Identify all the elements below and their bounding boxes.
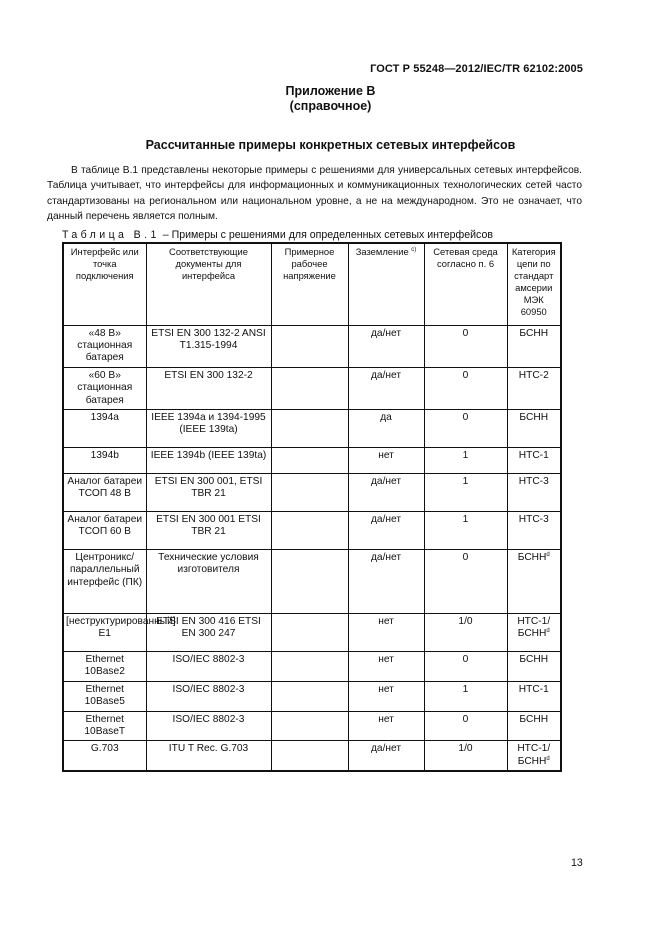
cell-environment-text: 1: [462, 683, 469, 695]
cell-interface: [63, 651, 146, 681]
cell-category-text: БСНН: [517, 551, 547, 563]
cell-documents: [146, 711, 271, 741]
category-note: d: [546, 551, 550, 558]
cell-voltage: [271, 473, 348, 511]
body-paragraph: [47, 163, 582, 224]
category-note: d: [546, 755, 550, 762]
cell-environment: [424, 651, 507, 681]
cell-environment: [424, 681, 507, 711]
cell-interface-text: G.703: [90, 743, 119, 755]
table-caption-text: Примеры с решениями для определенных сетевых интерфейсов: [171, 229, 493, 241]
cell-documents: [146, 511, 271, 549]
cell-grounding: [348, 613, 424, 651]
cell-documents-text: ETSI EN 300 416 ETSI EN 300 247: [156, 615, 261, 640]
cell-environment-text: 1: [462, 449, 469, 461]
cell-documents-text: ISO/IEC 8802-3: [172, 713, 245, 725]
body-text: В таблице В.1 представлены некоторые примеры с решениями для универсальных сетевых интерфейсов. Таблица учитывает, что интерфейсы для информационных и коммуникационных технологических сетей часто стандартизованы на региональном или национальном уровне, а не на международном. Это не означает, что данный перечень является полным.: [47, 165, 582, 222]
cell-grounding-text: да/нет: [370, 551, 402, 563]
cell-documents-text: ITU T Rec. G.703: [168, 743, 249, 755]
cell-grounding: [348, 409, 424, 447]
cell-voltage: [271, 367, 348, 409]
cell-voltage: [271, 447, 348, 473]
cell-interface: [63, 741, 146, 771]
cell-category-text: НТС-1: [518, 683, 549, 695]
cell-interface: [63, 367, 146, 409]
category-note: d: [546, 628, 550, 635]
col-header-documents: Соответствующие документы для интерфейса: [146, 243, 271, 325]
cell-interface: [63, 325, 146, 367]
cell-environment: [424, 511, 507, 549]
cell-environment: [424, 549, 507, 613]
table-row: [63, 651, 561, 681]
appendix-subtitle: (справочное): [289, 99, 372, 113]
cell-interface: [63, 409, 146, 447]
cell-environment: [424, 447, 507, 473]
cell-grounding: [348, 367, 424, 409]
cell-documents-text: ETSI EN 300 001, ETSI TBR 21: [154, 475, 263, 500]
cell-category: [507, 681, 561, 711]
cell-environment: [424, 409, 507, 447]
col-header-category: Категория цепи по стандарт амсерии МЭК 60950: [507, 243, 561, 325]
cell-category: [507, 447, 561, 473]
cell-environment-text: 0: [462, 653, 469, 665]
cell-interface: [63, 447, 146, 473]
table-row: [63, 473, 561, 511]
cell-category-text: БСНН: [519, 411, 549, 423]
cell-voltage: [271, 613, 348, 651]
cell-documents: [146, 741, 271, 771]
cell-documents: [146, 549, 271, 613]
cell-environment: [424, 473, 507, 511]
col-header-interface: Интерфейс или точка подключения: [63, 243, 146, 325]
cell-documents-text: IEEE 1394b (IEEE 139ta): [150, 449, 267, 461]
cell-grounding-text: нет: [378, 713, 394, 725]
cell-interface-text: «48 В» стационная батарея: [77, 327, 133, 364]
col-header-environment: Сетевая среда согласно п. 6: [424, 243, 507, 325]
cell-voltage: [271, 681, 348, 711]
cell-interface-text: Аналог батареи ТСОП 60 В: [67, 513, 143, 538]
running-header: ГОСТ Р 55248—2012/IEC/TR 62102:2005: [370, 63, 583, 75]
cell-documents-text: ETSI EN 300 132-2: [164, 369, 253, 381]
cell-environment-text: 0: [462, 369, 469, 381]
cell-environment: [424, 711, 507, 741]
cell-grounding-text: нет: [378, 615, 394, 627]
cell-interface-text: Ethernet 10Base5: [84, 683, 125, 708]
cell-voltage: [271, 651, 348, 681]
cell-category-text: НТС-1/ БСНН: [517, 615, 551, 640]
cell-grounding-text: да/нет: [370, 369, 402, 381]
table-row: [63, 613, 561, 651]
cell-documents: [146, 447, 271, 473]
cell-category-text: НТС-1/ БСНН: [517, 743, 551, 767]
cell-documents: [146, 409, 271, 447]
cell-grounding: [348, 651, 424, 681]
cell-category: [507, 325, 561, 367]
cell-environment-text: 1: [462, 513, 469, 525]
cell-documents: [146, 681, 271, 711]
cell-interface-text: «60 В» стационная батарея: [77, 369, 133, 406]
cell-interface-text: 1394b: [90, 449, 119, 461]
cell-category: [507, 549, 561, 613]
cell-documents: [146, 473, 271, 511]
cell-interface: [63, 711, 146, 741]
cell-grounding-text: нет: [378, 449, 394, 461]
cell-documents-text: ISO/IEC 8802-3: [172, 683, 245, 695]
cell-environment: [424, 741, 507, 771]
table-row: [63, 681, 561, 711]
cell-interface: [63, 613, 176, 651]
table-caption-label: Таблица В.1: [62, 229, 160, 241]
cell-environment-text: 0: [462, 327, 469, 339]
cell-interface-text: Аналог батареи ТСОП 48 В: [67, 475, 143, 500]
cell-interface-text: Центроникс/ параллельный интерфейс (ПК): [67, 551, 143, 588]
table-row: [63, 367, 561, 409]
cell-grounding-text: да/нет: [370, 475, 402, 487]
cell-voltage: [271, 741, 348, 771]
cell-documents-text: ETSI EN 300 132-2 ANSI T1.315-1994: [151, 327, 266, 351]
table-row: [63, 447, 561, 473]
cell-documents: [146, 325, 271, 367]
cell-interface-text: [неструктурированный] Е1: [66, 615, 176, 640]
cell-category: [507, 367, 561, 409]
cell-grounding: [348, 711, 424, 741]
cell-grounding: [348, 511, 424, 549]
cell-grounding-text: да: [380, 411, 392, 423]
grounding-note: c): [411, 247, 417, 253]
cell-category: [507, 613, 561, 651]
cell-interface-text: Ethernet 10Base2: [84, 653, 125, 678]
cell-voltage: [271, 325, 348, 367]
cell-interface-text: Ethernet 10BaseT: [84, 713, 126, 737]
cell-environment-text: 0: [462, 411, 469, 423]
cell-voltage: [271, 549, 348, 613]
cell-grounding: [348, 741, 424, 771]
cell-category: [507, 473, 561, 511]
cell-environment-text: 1/0: [458, 615, 473, 627]
cell-documents-text: Технические условия изготовителя: [158, 551, 259, 576]
cell-environment: [424, 613, 507, 651]
cell-category: [507, 409, 561, 447]
table-row: [63, 409, 561, 447]
section-title: Рассчитанные примеры конкретных сетевых интерфейсов: [145, 138, 516, 152]
cell-interface: [63, 681, 146, 711]
cell-category: [507, 741, 561, 771]
cell-interface: [63, 549, 146, 613]
table-row: [63, 711, 561, 741]
cell-category: [507, 511, 561, 549]
appendix-title: Приложение В: [285, 84, 376, 98]
col-header-voltage: Примерное рабочее напряжение: [271, 243, 348, 325]
cell-grounding-text: да/нет: [370, 513, 402, 525]
cell-environment-text: 0: [462, 551, 469, 563]
cell-grounding-text: да/нет: [370, 327, 402, 339]
col-header-grounding: [348, 243, 424, 325]
cell-voltage: [271, 711, 348, 741]
grounding-label: Заземление: [355, 246, 409, 257]
page-number: 13: [571, 857, 583, 869]
cell-grounding: [348, 447, 424, 473]
cell-category: [507, 711, 561, 741]
cell-documents: [146, 367, 271, 409]
cell-environment-text: 1: [462, 475, 469, 487]
table-row: [63, 325, 561, 367]
cell-grounding-text: нет: [378, 683, 394, 695]
cell-interface: [63, 473, 146, 511]
cell-interface-text: 1394a: [90, 411, 119, 423]
cell-grounding-text: да/нет: [370, 743, 402, 755]
cell-environment: [424, 367, 507, 409]
cell-category-text: НТС-3: [518, 513, 549, 525]
cell-documents: [146, 651, 271, 681]
cell-grounding: [348, 549, 424, 613]
cell-environment-text: 1/0: [458, 743, 473, 755]
cell-category-text: БСНН: [519, 327, 549, 339]
cell-environment: [424, 325, 507, 367]
cell-grounding: [348, 473, 424, 511]
cell-grounding: [348, 325, 424, 367]
cell-category-text: НТС-3: [518, 475, 549, 487]
cell-documents-text: ISO/IEC 8802-3: [172, 653, 245, 665]
cell-documents-text: IEEE 1394a и 1394-1995 (IEEE 139ta): [151, 411, 266, 436]
table-row: [63, 511, 561, 549]
cell-voltage: [271, 409, 348, 447]
interfaces-table: [62, 242, 562, 772]
cell-interface: [63, 511, 146, 549]
table-row: [63, 549, 561, 613]
cell-category-text: НТС-1: [518, 449, 549, 461]
cell-category: [507, 651, 561, 681]
table-caption: [62, 229, 493, 241]
cell-category-text: БСНН: [519, 713, 549, 725]
cell-category-text: НТС-2: [518, 369, 549, 381]
cell-voltage: [271, 511, 348, 549]
cell-category-text: БСНН: [519, 653, 549, 665]
cell-environment-text: 0: [462, 713, 469, 725]
cell-documents: [146, 613, 271, 651]
cell-grounding: [348, 681, 424, 711]
table-caption-dash: –: [162, 229, 169, 241]
cell-documents-text: ETSI EN 300 001 ETSI TBR 21: [156, 513, 261, 538]
table-row: [63, 741, 561, 771]
cell-grounding-text: нет: [378, 653, 394, 665]
